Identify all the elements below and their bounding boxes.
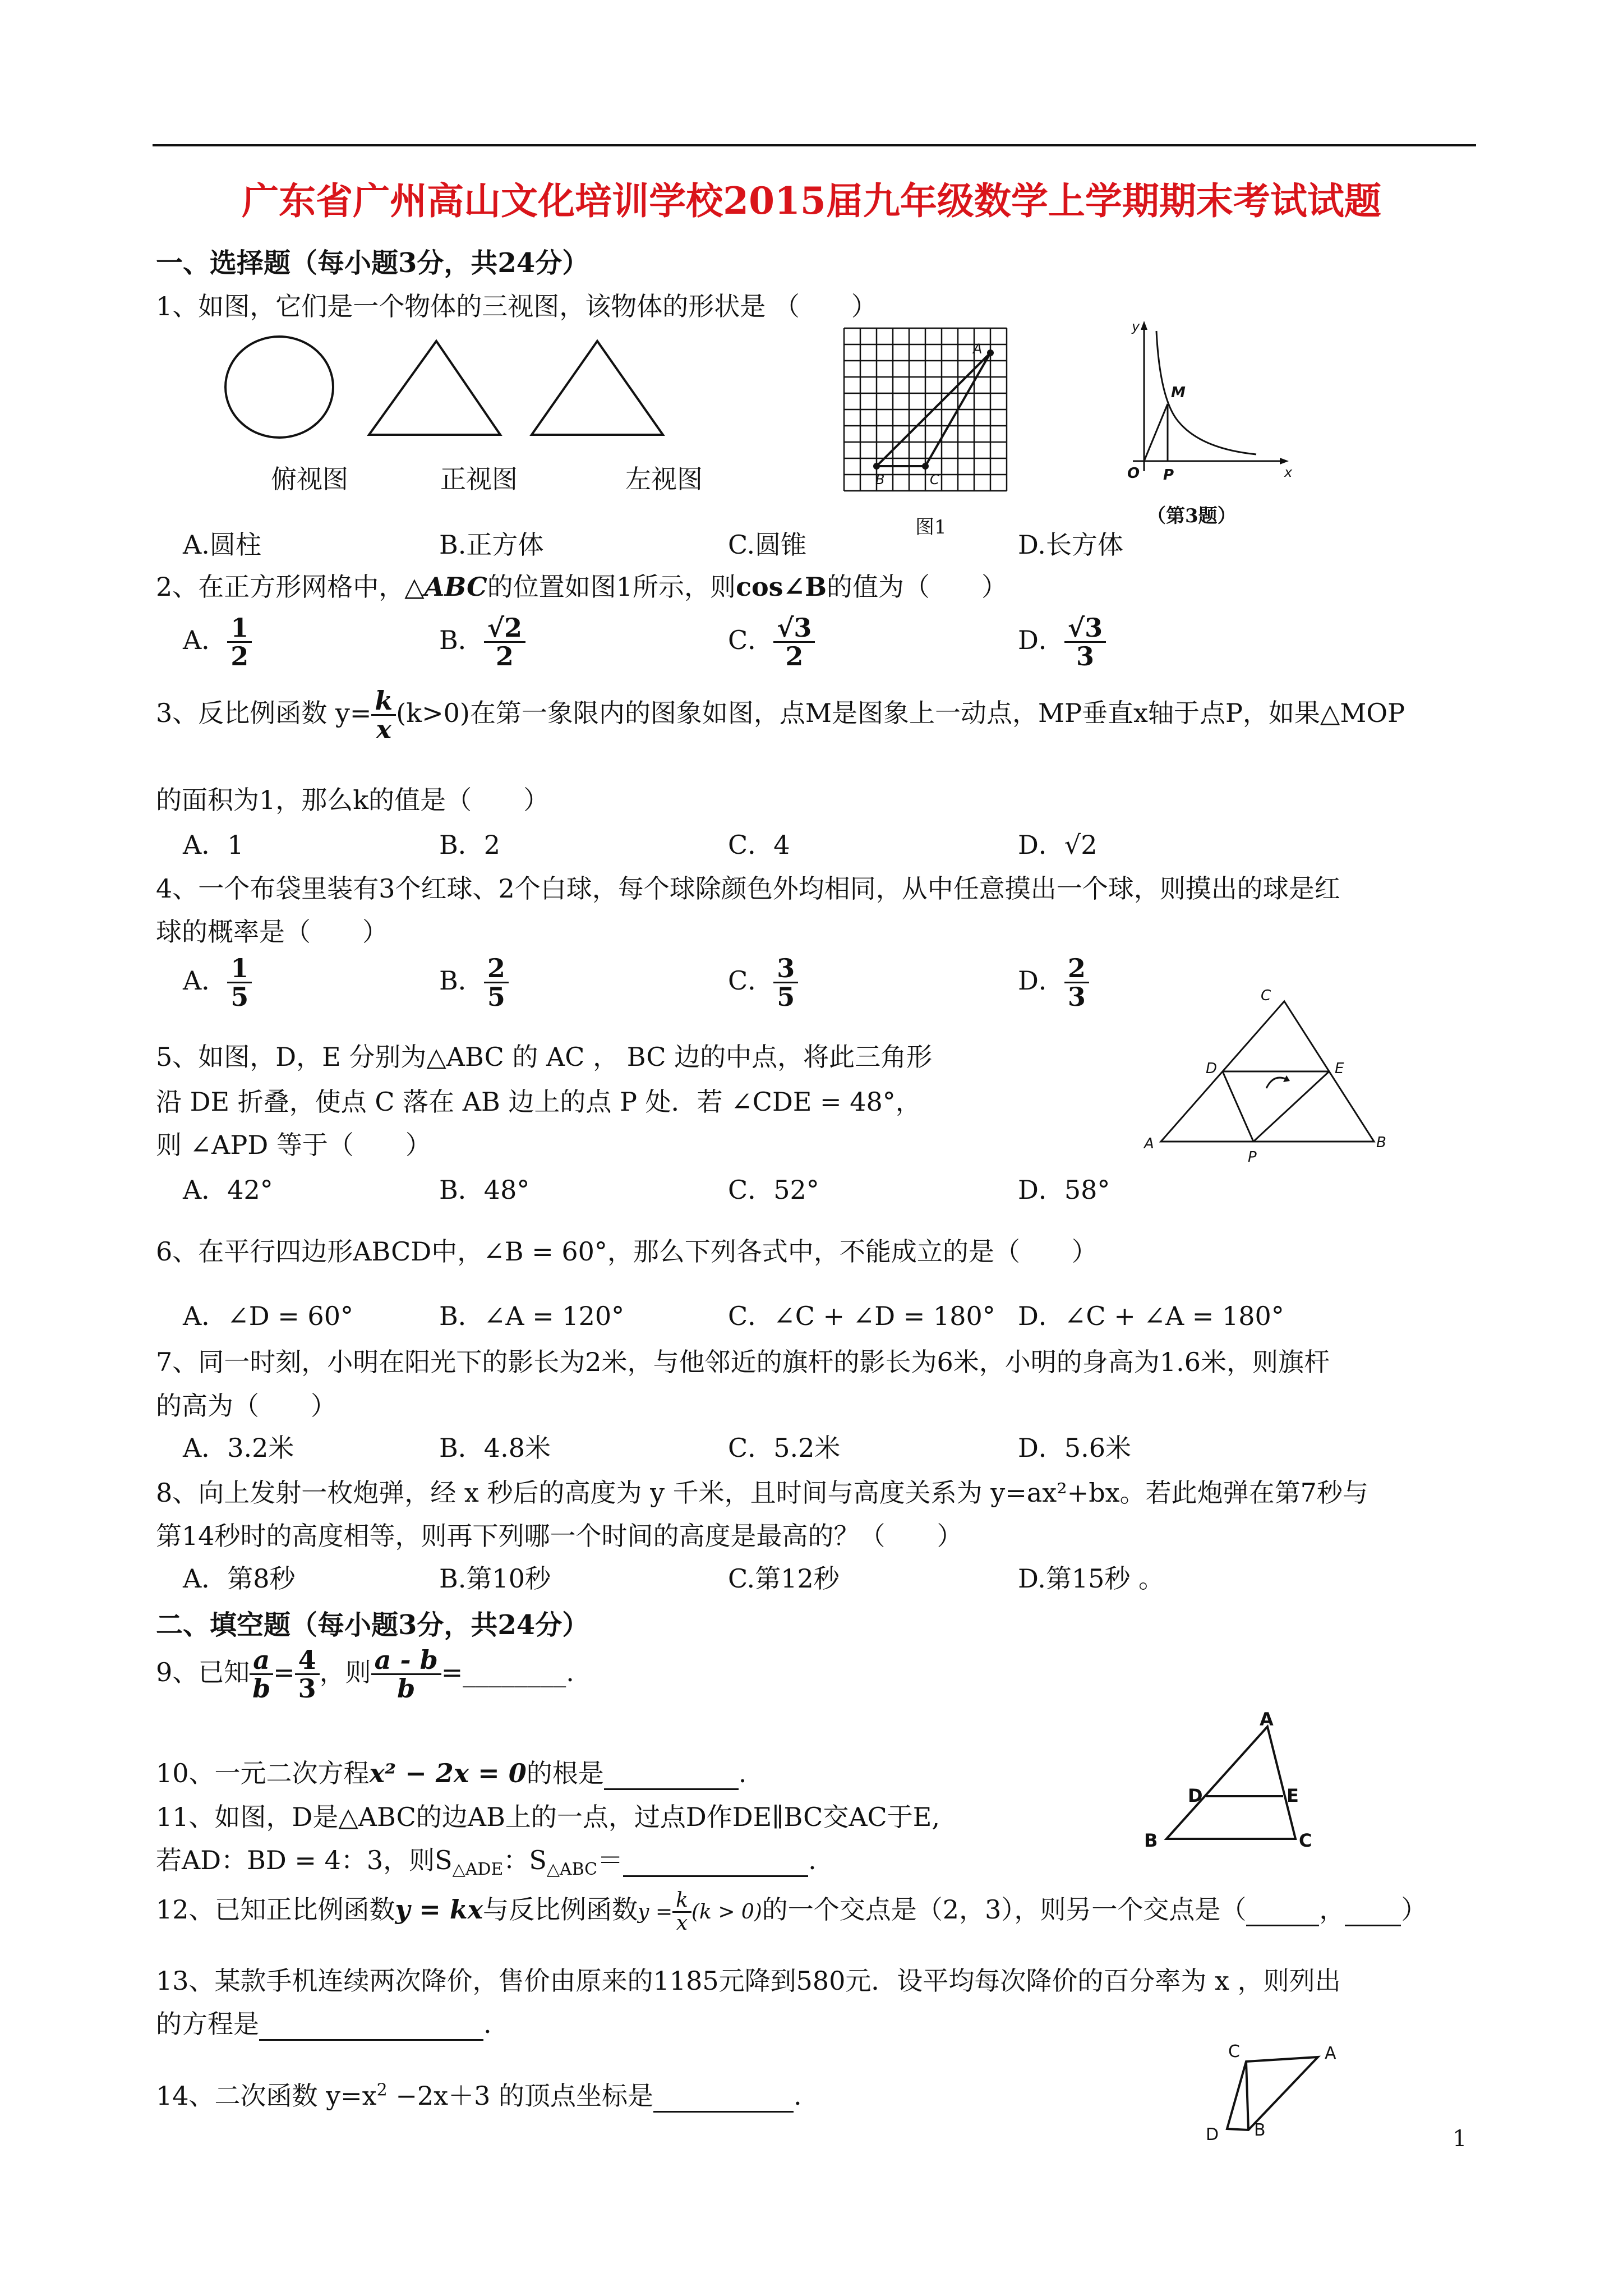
q1-option-c: C.圆锥 bbox=[728, 530, 807, 560]
q7-option-a: A．3.2米 bbox=[183, 1433, 294, 1463]
question-11-line1: 11、如图，D是△ABC的边AB上的一点，过点D作DE∥BC交AC于E, bbox=[156, 1802, 940, 1832]
q4-option-b: B． $\frac{2}{5}$ bbox=[439, 955, 509, 1011]
q6-option-a: A．∠D = 60° bbox=[183, 1301, 353, 1331]
hyperbola-figure-3 bbox=[1110, 314, 1301, 488]
fig5-label-c: C bbox=[1261, 987, 1271, 1004]
question-5-line2: 沿 DE 折叠，使点 C 落在 AB 边上的点 P 处．若 ∠CDE = 48°， bbox=[156, 1087, 921, 1117]
question-13-line2: 的方程是 . bbox=[156, 2004, 492, 2041]
front-view-triangle bbox=[369, 341, 500, 435]
side-view-triangle bbox=[532, 341, 663, 435]
question-8-line2: 第14秒时的高度相等，则再下列哪一个时间的高度是最高的？（ ） bbox=[156, 1521, 963, 1551]
top-view-circle bbox=[225, 337, 333, 438]
q5-option-a: A．42° bbox=[183, 1175, 273, 1205]
question-5-line3: 则 ∠APD 等于（ ） bbox=[156, 1130, 431, 1160]
triangle-de-parallel-bc-figure bbox=[1144, 1709, 1335, 1857]
fig10-label-a: A bbox=[1260, 1709, 1274, 1730]
question-1-text: 1、如图，它们是一个物体的三视图，该物体的形状是 （ ） bbox=[156, 291, 877, 321]
q7-option-b: B．4.8米 bbox=[439, 1433, 551, 1463]
fig10-label-e: E bbox=[1287, 1785, 1299, 1806]
q4-option-d: D． $\frac{2}{3}$ bbox=[1018, 955, 1089, 1011]
figure-1-caption: 图1 bbox=[915, 516, 947, 539]
q2-option-c: C． $\frac{√3}{2}$ bbox=[728, 614, 815, 670]
fig3-label-m: M bbox=[1171, 384, 1186, 401]
q4-option-a: A． $\frac{1}{5}$ bbox=[183, 955, 252, 1011]
q8-option-b: B.第10秒 bbox=[439, 1563, 551, 1594]
fig13-label-b: B bbox=[1254, 2120, 1266, 2140]
q3-option-b: B．2 bbox=[439, 830, 501, 860]
question-7-line2: 的高为（ ） bbox=[156, 1391, 336, 1421]
fig1-label-b: B bbox=[875, 472, 885, 487]
page-title: 广东省广州高山文化培训学校2015届九年级数学上学期期末考试试题 bbox=[242, 179, 1381, 223]
question-10-text: 10、一元二次方程x² − 2x = 0的根是 . bbox=[156, 1753, 746, 1790]
fig3-label-o: O bbox=[1127, 465, 1140, 482]
q5-option-b: B．48° bbox=[439, 1175, 530, 1205]
question-8-line1: 8、向上发射一枚炮弹，经 x 秒后的高度为 y 千米，且时间与高度关系为 y=ax²+bx。若此炮弹在第7秒与 bbox=[156, 1478, 1368, 1508]
q3-option-a: A．1 bbox=[183, 830, 244, 860]
fig10-label-c: C bbox=[1299, 1830, 1312, 1851]
question-9-text: 9、已知 $\frac{a}{b}$ = $\frac{4}{3}$ ，则 $\frac{a - b}{b}$ =________. bbox=[156, 1645, 574, 1704]
question-4-line1: 4、一个布袋里装有3个红球、2个白球，每个球除颜色外均相同，从中任意摸出一个球，则摸出的球是红 bbox=[156, 873, 1340, 904]
figure-3-caption: （第3题） bbox=[1147, 505, 1237, 527]
question-3-text: 3、反比例函数 y= $\frac{k}{x}$ (k>0)在第一象限内的图象如图，点M是图象上一动点，MP垂直x轴于点P，如果△MOP bbox=[156, 685, 1405, 745]
q2-option-b: B． $\frac{√2}{2}$ bbox=[439, 614, 525, 670]
q5-option-c: C．52° bbox=[728, 1175, 819, 1205]
fig3-label-y: y bbox=[1132, 319, 1140, 334]
fig13-label-a: A bbox=[1325, 2044, 1336, 2063]
q8-option-d: D.第15秒 。 bbox=[1018, 1563, 1165, 1594]
fig1-label-c: C bbox=[930, 472, 939, 487]
top-rule bbox=[153, 144, 1476, 146]
q1-option-a: A.圆柱 bbox=[183, 530, 261, 560]
q1-option-d: D.长方体 bbox=[1018, 530, 1123, 560]
q8-option-c: C.第12秒 bbox=[728, 1563, 840, 1594]
page-number: 1 bbox=[1453, 2126, 1467, 2152]
fig5-label-a: A bbox=[1144, 1135, 1154, 1152]
q3-option-d: D．√2 bbox=[1018, 830, 1098, 860]
fold-triangle-figure-5 bbox=[1138, 984, 1391, 1175]
q11-answer-blank[interactable] bbox=[623, 1845, 808, 1877]
q8-option-a: A．第8秒 bbox=[183, 1563, 296, 1594]
fig5-label-p: P bbox=[1248, 1149, 1257, 1166]
q4-option-c: C． $\frac{3}{5}$ bbox=[728, 955, 798, 1011]
question-14-text: 14、二次函数 $y=x^2 -2x+3$ 的顶点坐标是 . bbox=[156, 2076, 802, 2113]
question-11-line2: 若AD：BD = 4：3，则$S_{\triangle ADE}$：$S_{\triangle ABC}=$ . bbox=[156, 1845, 817, 1880]
fig5-label-e: E bbox=[1335, 1060, 1344, 1077]
fig10-label-b: B bbox=[1144, 1830, 1158, 1851]
quadrilateral-figure bbox=[1206, 2033, 1346, 2151]
fig13-label-c: C bbox=[1228, 2042, 1240, 2062]
fig13-label-d: D bbox=[1206, 2125, 1219, 2145]
q14-answer-blank[interactable] bbox=[653, 2081, 794, 2113]
q2-option-a: A． $\frac{1}{2}$ bbox=[183, 614, 252, 670]
section-heading-fill: 二、填空题（每小题3分，共24分） bbox=[156, 1609, 589, 1641]
question-4-line2: 球的概率是（ ） bbox=[156, 917, 388, 947]
question-6-text: 6、在平行四边形ABCD中，∠B = 60°，那么下列各式中，不能成立的是（ ） bbox=[156, 1236, 1098, 1267]
fig1-label-a: A bbox=[973, 341, 983, 357]
section-heading-choice: 一、选择题（每小题3分，共24分） bbox=[156, 247, 589, 279]
side-view-label: 左视图 bbox=[625, 464, 703, 494]
question-7-line1: 7、同一时刻，小明在阳光下的影长为2米，与他邻近的旗杆的影长为6米，小明的身高为1.6米，则旗杆 bbox=[156, 1347, 1330, 1377]
question-12-text: 12、已知正比例函数y = kx与反比例函数y = $\frac{k}{x}$ (k > 0)的一个交点是（2，3），则另一个交点是（ ， ） bbox=[156, 1888, 1427, 1935]
top-view-label: 俯视图 bbox=[271, 464, 348, 494]
fig10-label-d: D bbox=[1188, 1785, 1203, 1806]
q3-option-c: C．4 bbox=[728, 830, 790, 860]
three-views-figure bbox=[224, 325, 729, 449]
front-view-label: 正视图 bbox=[440, 464, 518, 494]
q1-option-b: B.正方体 bbox=[439, 530, 544, 560]
q7-option-d: D．5.6米 bbox=[1018, 1433, 1132, 1463]
fig5-label-d: D bbox=[1206, 1060, 1218, 1077]
q5-option-d: D．58° bbox=[1018, 1175, 1110, 1205]
q7-option-c: C．5.2米 bbox=[728, 1433, 841, 1463]
question-5-line1: 5、如图，D，E 分别为△ABC 的 AC ， BC 边的中点，将此三角形 bbox=[156, 1042, 933, 1072]
fig3-label-p: P bbox=[1163, 467, 1174, 484]
fig5-label-b: B bbox=[1376, 1134, 1386, 1151]
q13-answer-blank[interactable] bbox=[259, 2009, 483, 2041]
q6-option-b: B．∠A = 120° bbox=[439, 1301, 625, 1331]
grid-figure-1 bbox=[844, 328, 1012, 496]
q12-answer-blank-y[interactable] bbox=[1345, 1894, 1401, 1926]
q6-option-c: C．∠C + ∠D = 180° bbox=[728, 1301, 995, 1331]
question-13-line1: 13、某款手机连续两次降价，售价由原来的1185元降到580元．设平均每次降价的百分率为 x ，则列出 bbox=[156, 1966, 1341, 1996]
q6-option-d: D．∠C + ∠A = 180° bbox=[1018, 1301, 1284, 1331]
fig3-label-x: x bbox=[1284, 464, 1293, 480]
question-2-text: 2、在正方形网格中，△ABC的位置如图1所示，则cos∠B的值为（ ） bbox=[156, 572, 1007, 602]
q12-answer-blank-x[interactable] bbox=[1246, 1894, 1319, 1926]
question-3-line2: 的面积为1，那么k的值是（ ） bbox=[156, 785, 550, 815]
q10-answer-blank[interactable] bbox=[604, 1758, 739, 1790]
q2-option-d: D． $\frac{√3}{3}$ bbox=[1018, 614, 1106, 670]
